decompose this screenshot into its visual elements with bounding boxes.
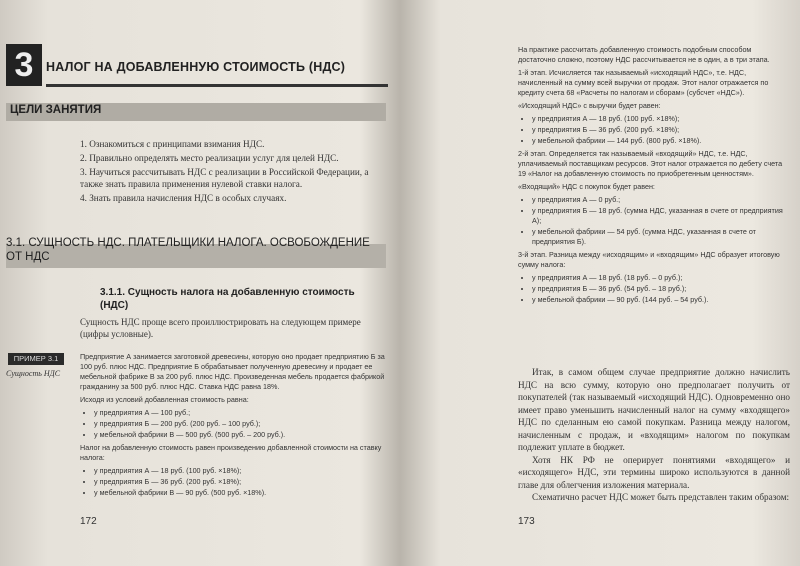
example-paragraph: Налог на добавленную стоимость равен произведению добавленной стоимости на ставку налога: xyxy=(80,443,382,462)
paragraph: Итак, в самом общем случае предприятие должно начислить НДС на всю сумму, которую оно предполагает получить от покупателей (так называемый «исходящий НДС). Одновременно оно имеет право уменьшить начисленный налог на сумму «входящего» НДС по сделанным ею самой покупкам. Разница между налогом, начисленным с продаж, и «входящим» налогом по покупкам подлежит уплате в бюджет. xyxy=(518,367,790,452)
list-item: • у мебельной фабрики — 90 руб. (144 руб. – 54 руб.). xyxy=(532,295,788,305)
paragraph: 3-й этап. Разница между «исходящим» и «входящим» НДС образует итоговую сумму налога: xyxy=(518,250,780,269)
list-item: • у предприятия А — 18 руб. (100 руб. ×18%); xyxy=(532,114,788,124)
goal-item: 4. Знать правила начисления НДС в особых случаях. xyxy=(80,193,287,203)
paragraph: «Исходящий НДС» с выручки будет равен: xyxy=(518,101,661,110)
list-item: • у предприятия А — 18 руб. (18 руб. – 0 руб.); xyxy=(532,273,788,283)
list-item: • у мебельной фабрики В — 500 руб. (500 руб. – 200 руб.). xyxy=(94,430,390,440)
chapter-title: НАЛОГ НА ДОБАВЛЕННУЮ СТОИМОСТЬ (НДС) xyxy=(46,60,346,74)
paragraph: 1-й этап. Исчисляется так называемый «исходящий НДС», т.е. НДС, начисленный на сумму всей выручки от продаж. Этот налог отражается по кредиту счета 68 «Расчеты по налогам и сборам» (субсчет «НДС»). xyxy=(518,68,769,97)
incoming-vat-list xyxy=(518,195,788,247)
list-item: • у предприятия А — 0 руб.; xyxy=(532,195,788,205)
list-item: • у мебельной фабрики В — 90 руб. (500 руб. ×18%). xyxy=(94,488,390,498)
list-item: • у предприятия Б — 36 руб. (200 руб. ×18%); xyxy=(532,125,788,135)
page-number-right: 173 xyxy=(518,516,535,527)
example-paragraph: Исходя из условий добавленная стоимость равна: xyxy=(80,395,249,404)
paragraph: 2-й этап. Определяется так называемый «входящий» НДС, т.е. НДС, уплачиваемый поставщикам ресурсов. Этот налог отражается по дебету счета 19 «Налог на добавленную стоимость по приобретенным ценностям». xyxy=(518,149,783,178)
right-main-text xyxy=(518,366,790,504)
paragraph: Хотя НК РФ не оперирует понятиями «входящего» и «исходящего» НДС, эти термины широко используются в данной главе для облегчения изложения материала. xyxy=(518,454,790,490)
paragraph: «Входящий» НДС с покупок будет равен: xyxy=(518,182,655,191)
section-title: 3.1. СУЩНОСТЬ НДС. ПЛАТЕЛЬЩИКИ НАЛОГА. ОСВОБОЖДЕНИЕ ОТ НДС xyxy=(6,237,370,263)
goals-list xyxy=(80,138,380,206)
subsection-title: 3.1.1. Сущность налога на добавленную стоимость (НДС) xyxy=(100,287,355,311)
chapter-number: 3 xyxy=(6,44,42,86)
list-item: • у предприятия Б — 18 руб. (сумма НДС, указанная в счете от предприятия А); xyxy=(532,206,788,226)
example-side-label: Сущность НДС xyxy=(6,369,61,378)
paragraph: Схематично расчет НДС может быть представлен таким образом: xyxy=(532,492,790,502)
list-item: • у мебельной фабрики — 54 руб. (сумма НДС, указанная в счете от предприятия Б). xyxy=(532,227,788,247)
example-block xyxy=(80,352,390,501)
intro-paragraph: Сущность НДС проще всего проиллюстрировать на следующем примере (цифры условные). xyxy=(80,317,361,339)
goals-title: ЦЕЛИ ЗАНЯТИЯ xyxy=(10,104,102,116)
goal-item: 2. Правильно определять место реализации услуг для целей НДС. xyxy=(80,153,339,163)
example-tag: ПРИМЕР 3.1 xyxy=(8,353,64,365)
page-number-left: 172 xyxy=(80,516,97,527)
vat-list xyxy=(80,466,390,498)
list-item: • у предприятия Б — 200 руб. (200 руб. – 100 руб.); xyxy=(94,419,390,429)
list-item: • у мебельной фабрики — 144 руб. (800 руб. ×18%). xyxy=(532,136,788,146)
example-paragraph: Предприятие А занимается заготовкой древесины, которую оно продает предприятию Б за 100 руб. плюс НДС. Предприятие Б обрабатывает полученную древесину и продает ее мебельной фабрике В за 200 руб. плюс НДС. Произведенная мебель продается фабрикой гражданину за 500 руб. плюс НДС. Ставка НДС равна 18%. xyxy=(80,352,385,391)
paragraph: На практике рассчитать добавленную стоимость подобным способом достаточно сложно, поэтому НДС рассчитывается не в один, а в три этапа. xyxy=(518,45,770,64)
right-steps-block xyxy=(518,45,788,308)
list-item: • у предприятия А — 100 руб.; xyxy=(94,408,390,418)
outgoing-vat-list xyxy=(518,114,788,146)
list-item: • у предприятия А — 18 руб. (100 руб. ×18%); xyxy=(94,466,390,476)
goal-item: 3. Научиться рассчитывать НДС с реализации в Российской Федерации, а также знать правила применения нулевой ставки налога. xyxy=(80,167,369,189)
added-value-list xyxy=(80,408,390,440)
total-vat-list xyxy=(518,273,788,305)
goal-item: 1. Ознакомиться с принципами взимания НДС. xyxy=(80,139,265,149)
list-item: • у предприятия Б — 36 руб. (54 руб. – 18 руб.); xyxy=(532,284,788,294)
right-page xyxy=(400,0,800,566)
list-item: • у предприятия Б — 36 руб. (200 руб. ×18%); xyxy=(94,477,390,487)
chapter-rule xyxy=(46,84,388,87)
